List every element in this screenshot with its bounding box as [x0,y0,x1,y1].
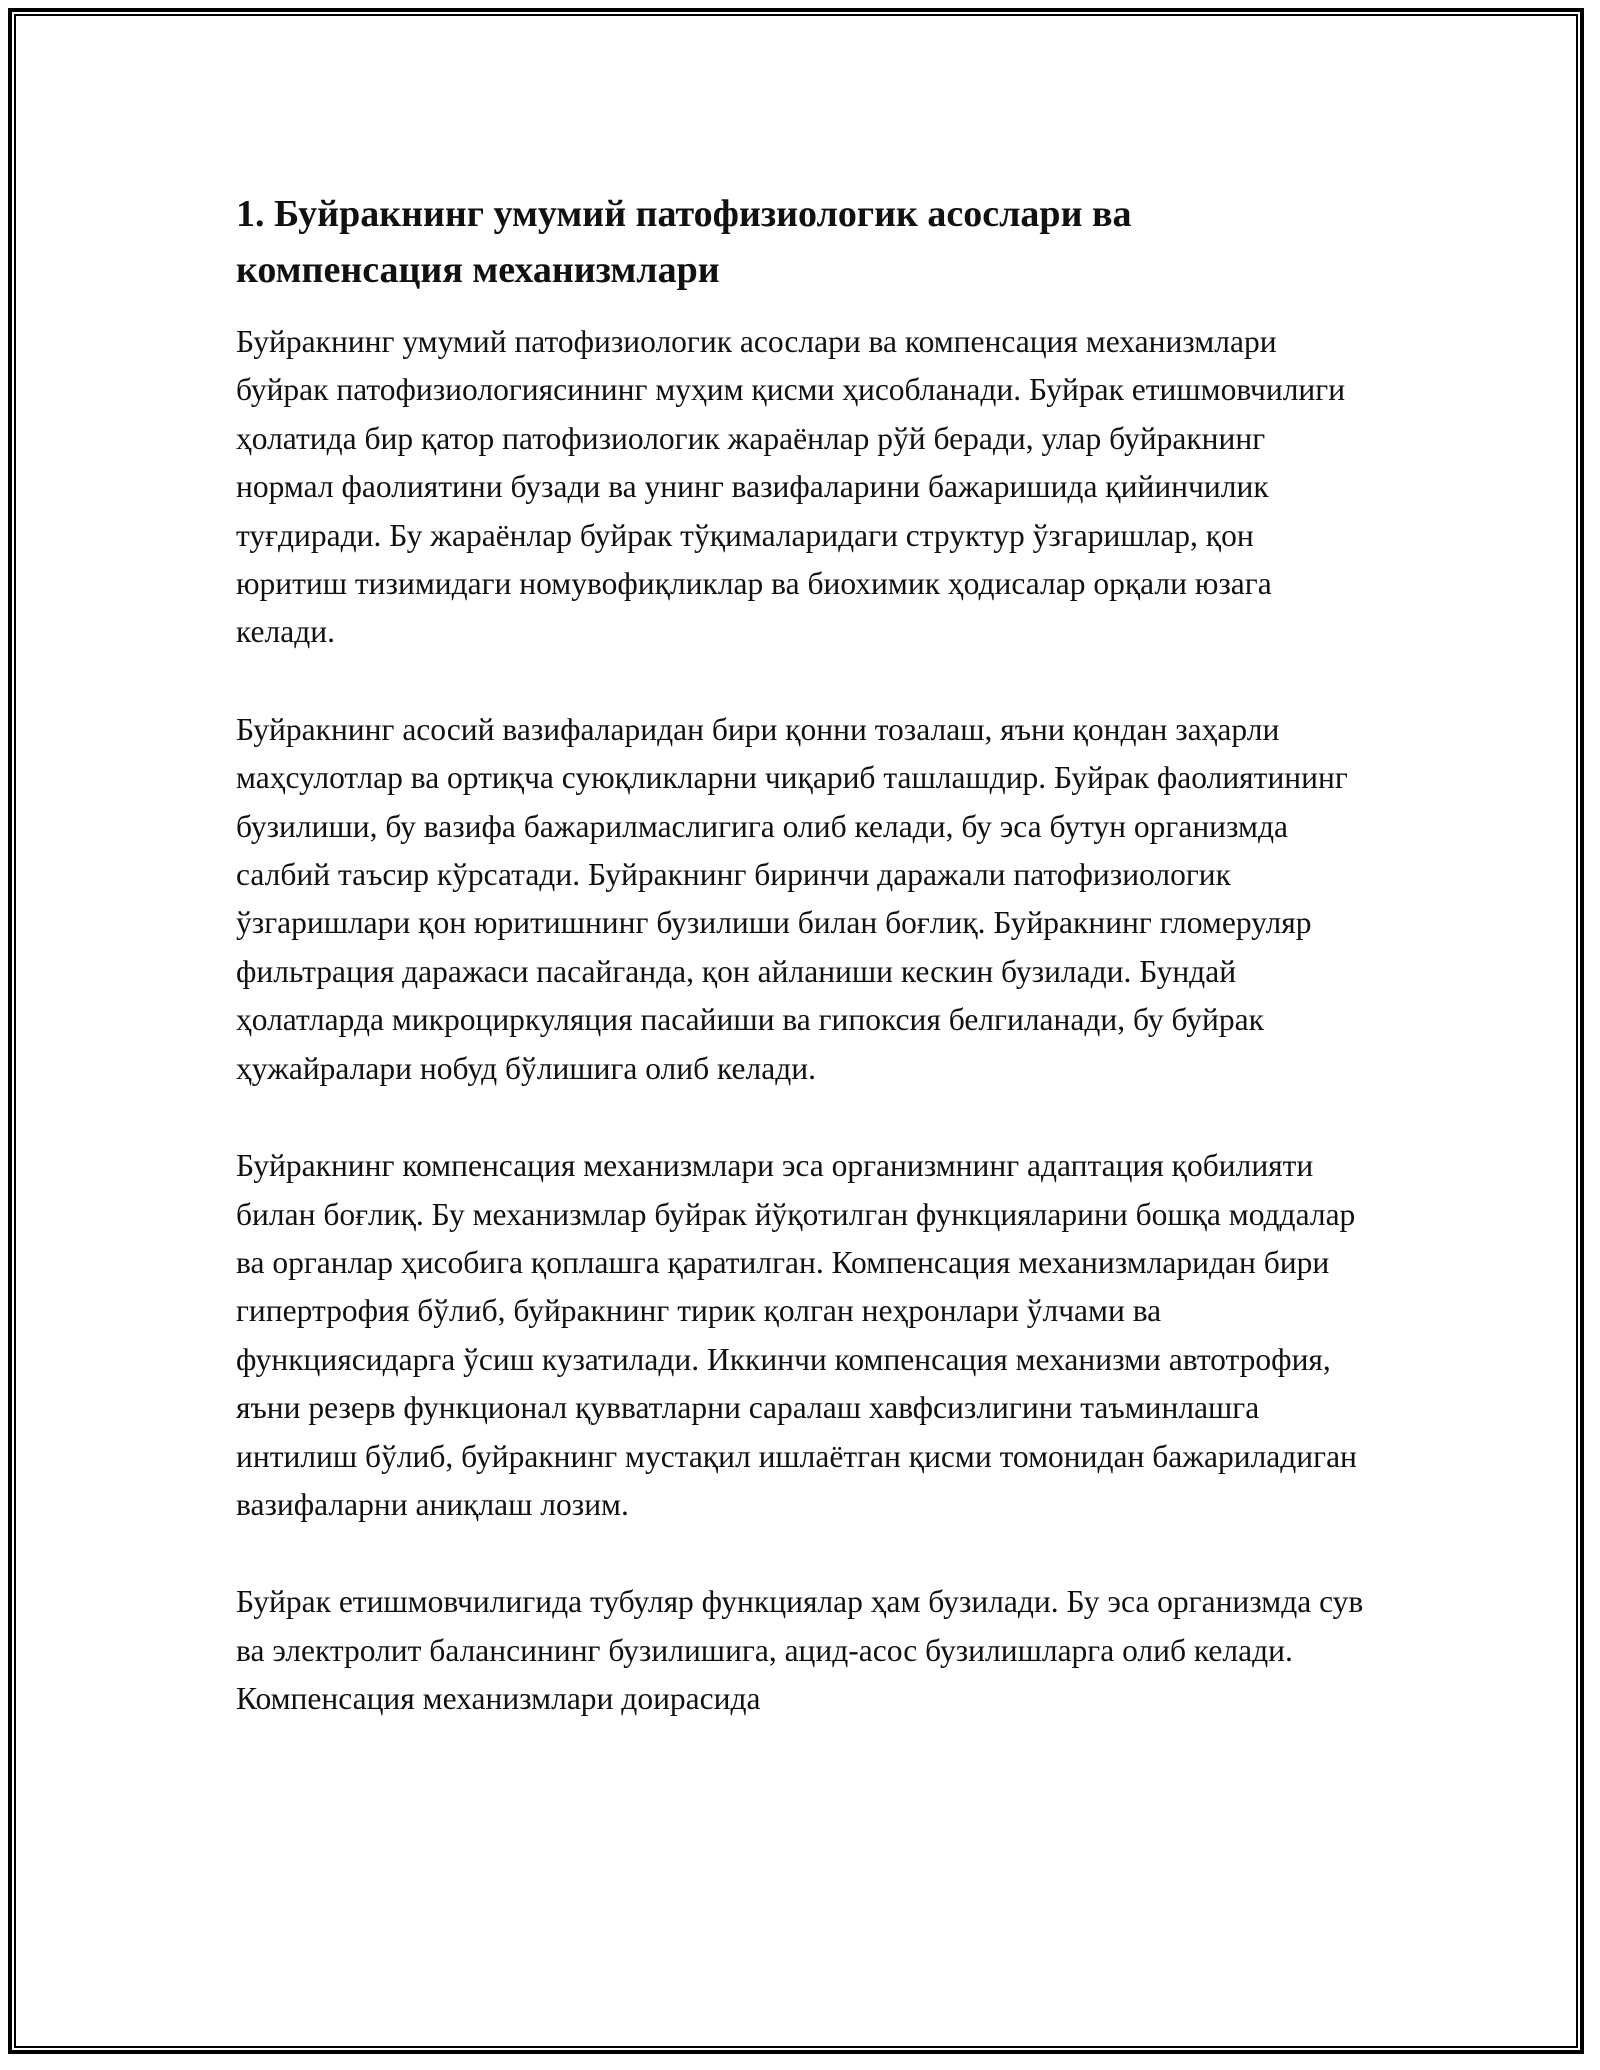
paragraph: Буйракнинг асосий вазифаларидан бири қонни тозалаш, яъни қондан заҳарли маҳсулотлар ва ортиқча суюқликларни чиқариб ташлашдир. Буйрак фаолиятининг бузилиши, бу вазифа бажарилмаслигига олиб келади, бу эса бутун организмда салбий таъсир кўрсатади. Буйракнинг биринчи даражали патофизиологик ўзгаришлари қон юритишнинг бузилиши билан боғлиқ. Буйракнинг гломеруляр фильтрация даражаси пасайганда, қон айланиши кескин бузилади. Бундай ҳолатларда микроциркуляция пасайиши ва гипоксия белгиланади, бу буйрак ҳужайралари нобуд бўлишига олиб келади. [236,711,1348,1086]
paragraph: Буйракнинг умумий патофизиологик асослари ва компенсация механизмлари буйрак патофизиологиясининг муҳим қисми ҳисобланади. Буйрак етишмовчилиги ҳолатида бир қатор патофизиологик жараёнлар рўй беради, улар буйракнинг нормал фаолиятини бузади ва унинг вазифаларини бажаришида қийинчилик туғдиради. Бу жараёнлар буйрак тўқималаридаги структур ўзгаришлар, қон юритиш тизимидаги номувофиқликлар ва биохимик ҳодисалар орқали юзага келади. [236,324,1346,650]
paragraph: Буйрак етишмовчилигида тубуляр функциялар ҳам бузилади. Бу эса организмда сув ва электролит балансининг бузилишига, ацид-асос бузилишларга олиб келади. Компенсация механизмлари доирасида [236,1584,1364,1717]
document-body [236,186,1366,1773]
paragraph: Буйракнинг компенсация механизмлари эса организмнинг адаптация қобилияти билан боғлиқ. Бу механизмлар буйрак йўқотилган функцияларини бошқа моддалар ва органлар ҳисобига қоплашга қаратилган. Компенсация механизмларидан бири гипертрофия бўлиб, буйракнинг тирик қолган неҳронлари ўлчами ва функциясидарга ўсиш кузатилади. Иккинчи компенсация механизми автотрофия, яъни резерв функционал қувватларни саралаш хавфсизлигини таъминлашга интилиш бўлиб, буйракнинг мустақил ишлаётган қисми томонидан бажариладиган вазифаларни аниқлаш лозим. [236,1148,1357,1522]
section-heading: 1. Буйракнинг умумий патофизиологик асослари ва компенсация механизмлари [236,193,1132,291]
